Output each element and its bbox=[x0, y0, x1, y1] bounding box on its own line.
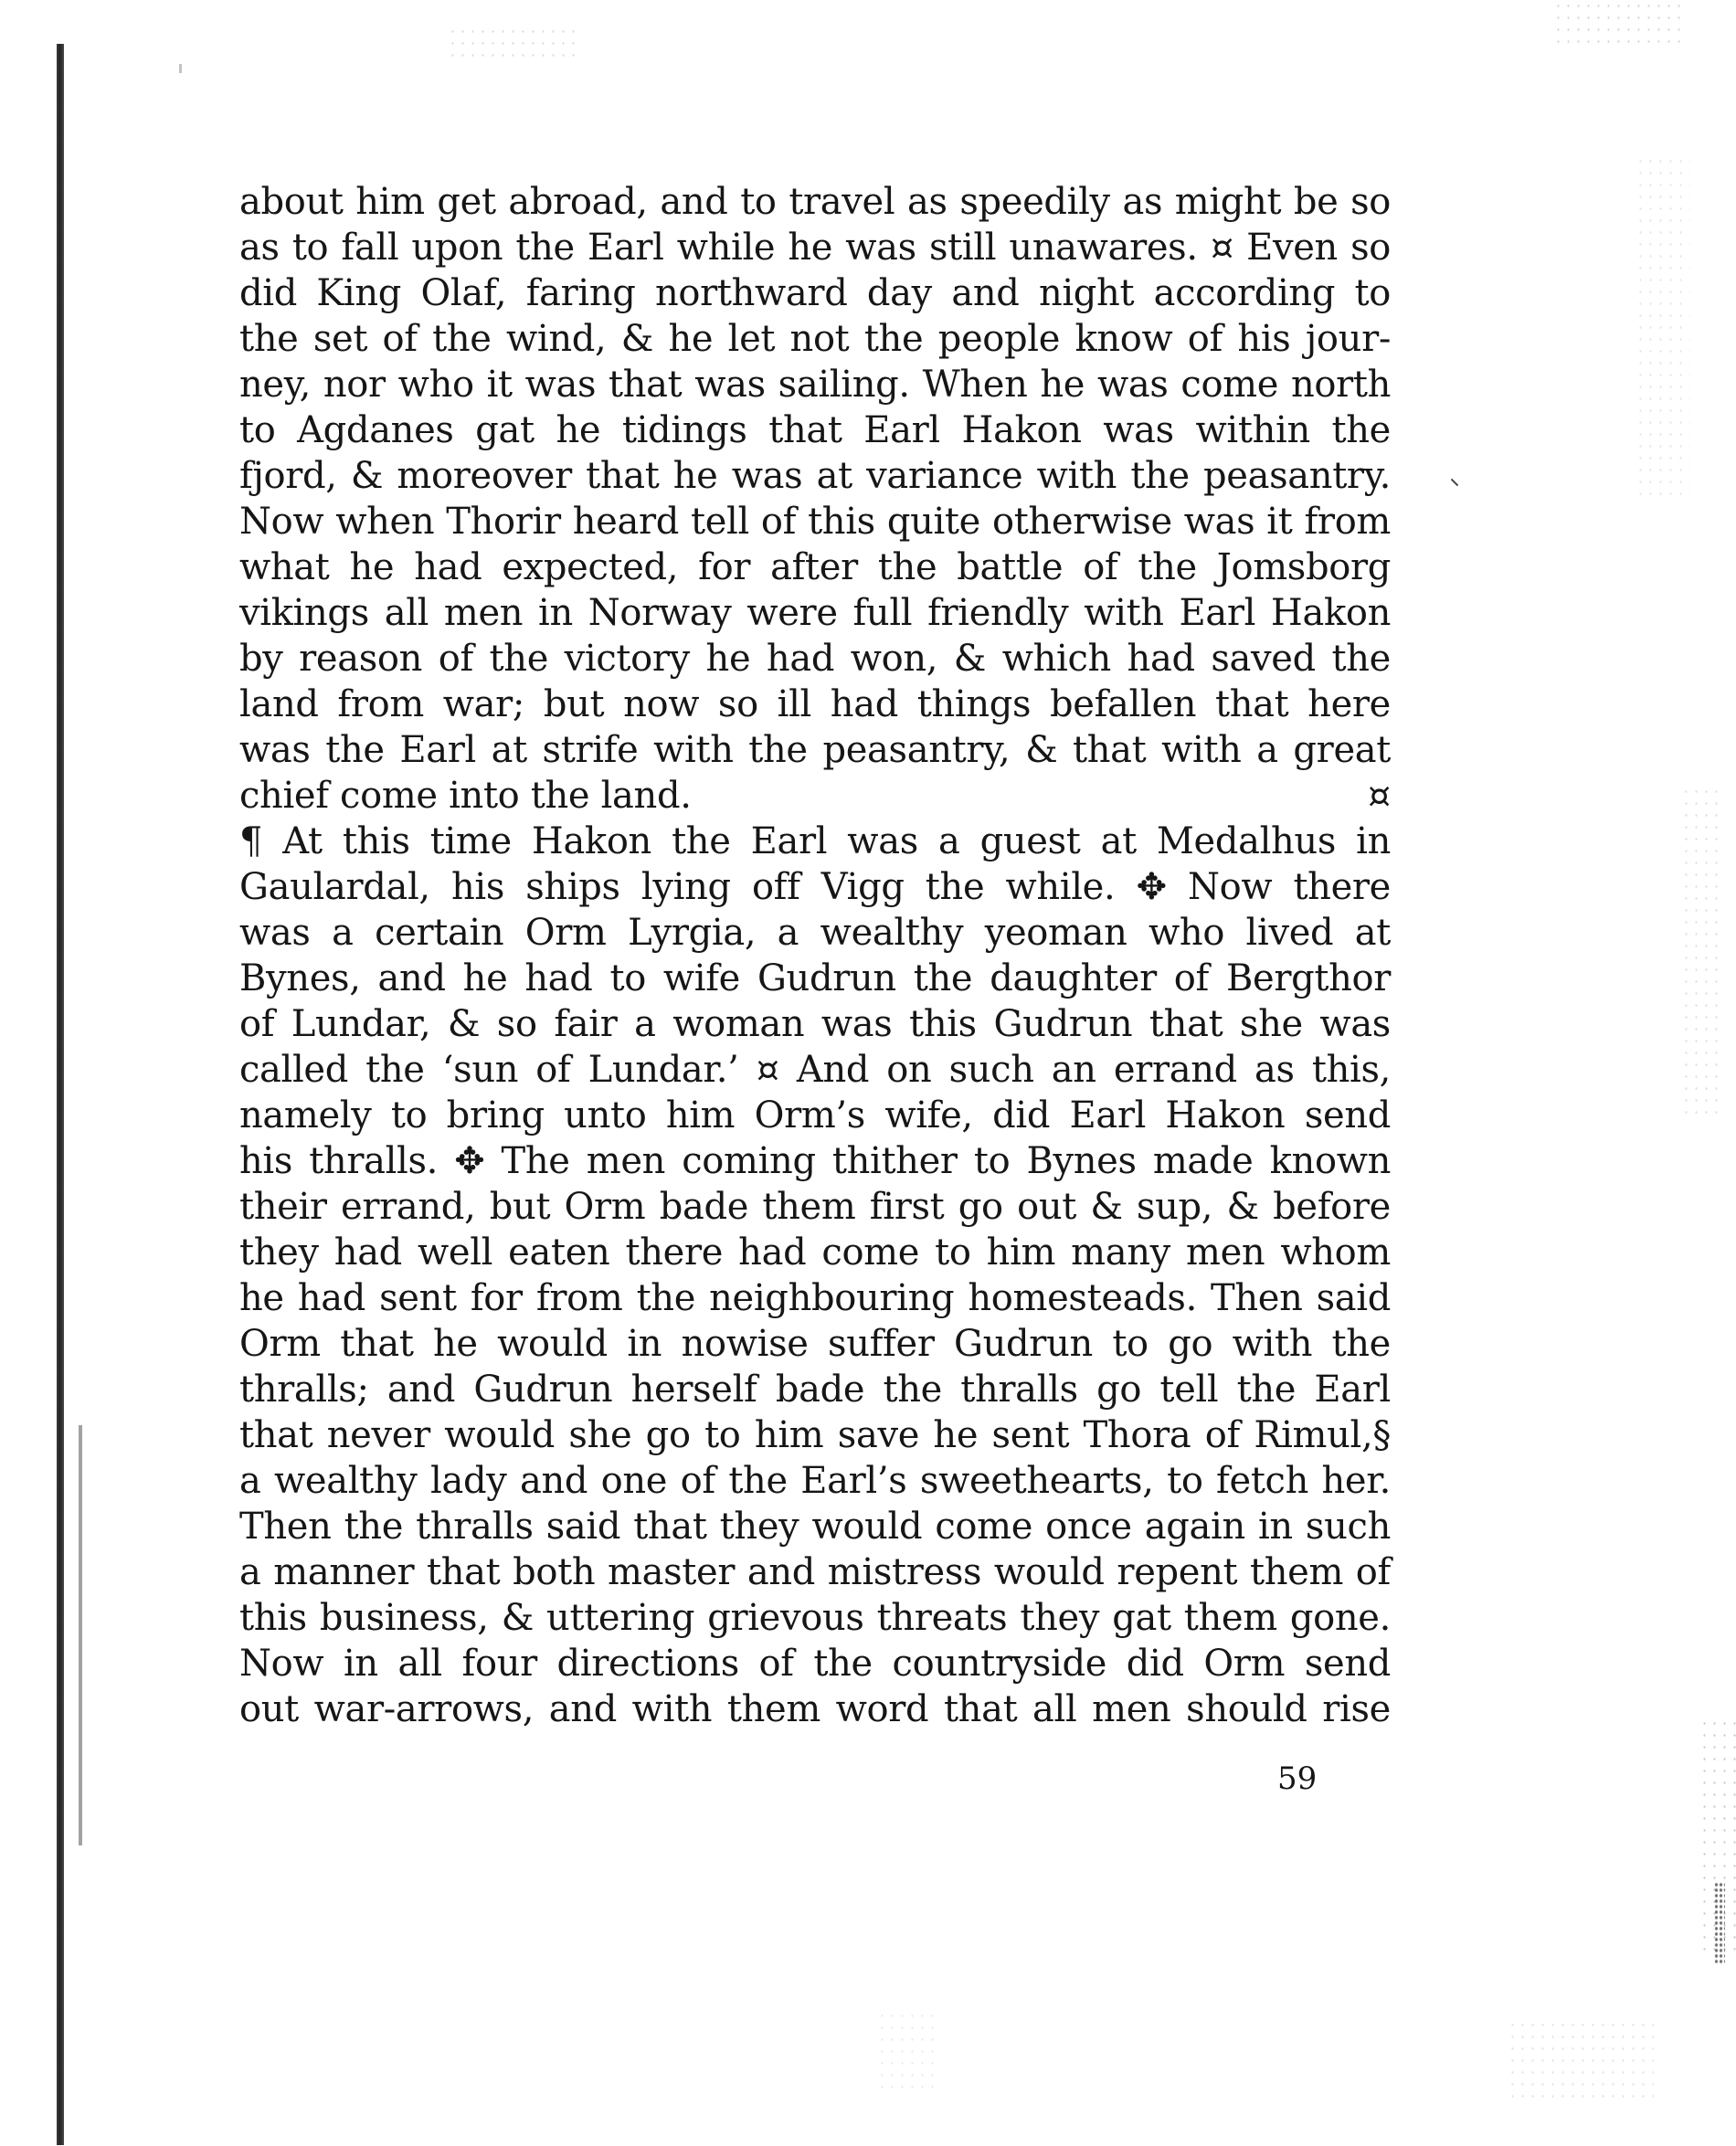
scan-dark-speckle bbox=[1714, 1882, 1725, 1964]
text-line: a manner that both master and mistress would repent them of bbox=[239, 1551, 1391, 1593]
text-line: chief come into the land. bbox=[239, 775, 692, 817]
text-line: Gaulardal, his ships lying off Vigg the while. ✥ Now there bbox=[239, 866, 1391, 908]
text-line: Orm that he would in nowise suffer Gudrun to go with the bbox=[239, 1323, 1391, 1365]
text-line: ¶ At this time Hakon the Earl was a guest at Medalhus in bbox=[239, 820, 1391, 862]
text-line: about him get abroad, and to travel as speedily as might be so bbox=[239, 181, 1391, 223]
body-text bbox=[239, 179, 1391, 1732]
text-line: what he had expected, for after the battle of the Jomsborg bbox=[239, 546, 1391, 588]
text-line: thralls; and Gudrun herself bade the thralls go tell the Earl bbox=[239, 1369, 1391, 1411]
scan-noise-bottom-right bbox=[1508, 2019, 1654, 2101]
text-line: Now in all four directions of the countryside did Orm send bbox=[239, 1643, 1391, 1685]
text-line: land from war; but now so ill had things befallen that here bbox=[239, 683, 1391, 725]
text-line: vikings all men in Norway were full friendly with Earl Hakon bbox=[239, 592, 1391, 634]
text-line: did King Olaf, faring northward day and night according to bbox=[239, 272, 1391, 314]
text-line: out war-arrows, and with them word that all men should rise bbox=[239, 1688, 1391, 1730]
text-line: was a certain Orm Lyrgia, a wealthy yeoman who lived at bbox=[239, 912, 1391, 954]
text-line: to Agdanes gat he tidings that Earl Hakon was within the bbox=[239, 409, 1391, 451]
text-line: this business, & uttering grievous threats they gat them gone. bbox=[239, 1597, 1391, 1639]
text-line: ney, nor who it was that was sailing. When he was come north bbox=[239, 364, 1391, 406]
text-line: by reason of the victory he had won, & which had saved the bbox=[239, 638, 1391, 680]
text-line: called the ‘sun of Lundar.’ ¤ And on such an errand as this, bbox=[239, 1049, 1391, 1091]
page-number: 59 bbox=[1277, 1760, 1318, 1797]
text-line: Now when Thorir heard tell of this quite otherwise was it from bbox=[239, 501, 1391, 543]
text-line: their errand, but Orm bade them first go out & sup, & before bbox=[239, 1186, 1391, 1228]
text-line: the set of the wind, & he let not the people know of his jour- bbox=[239, 318, 1391, 360]
text-line: namely to bring unto him Orm’s wife, did Earl Hakon send bbox=[239, 1094, 1391, 1136]
text-line: fjord, & moreover that he was at variance with the peasantry. bbox=[239, 455, 1391, 497]
text-line: was the Earl at strife with the peasantry, & that with a great bbox=[239, 729, 1391, 771]
text-line: of Lundar, & so fair a woman was this Gudrun that she was bbox=[239, 1003, 1391, 1045]
text-line: that never would she go to him save he sent Thora of Rimul,§ bbox=[239, 1414, 1391, 1456]
scan-noise-top bbox=[448, 26, 576, 66]
scan-noise-bottom bbox=[877, 2010, 941, 2092]
text-line: as to fall upon the Earl while he was still unawares. ¤ Even so bbox=[239, 227, 1391, 269]
scan-noise-right-middle bbox=[1681, 786, 1722, 1115]
scan-stray-mark bbox=[1451, 479, 1458, 486]
text-line: a wealthy lady and one of the Earl’s sweethearts, to fetch her. bbox=[239, 1460, 1391, 1502]
text-line: he had sent for from the neighbouring homesteads. Then said bbox=[239, 1277, 1391, 1319]
paragraph-end-line bbox=[239, 773, 1391, 819]
scan-speck bbox=[179, 64, 182, 73]
text-line: Bynes, and he had to wife Gudrun the daughter of Bergthor bbox=[239, 957, 1391, 999]
book-spine-shadow-inner bbox=[79, 1425, 82, 1845]
book-spine-shadow bbox=[57, 44, 64, 2145]
scan-noise-right-upper bbox=[1635, 155, 1690, 502]
text-line: they had well eaten there had come to him many men whom bbox=[239, 1232, 1391, 1274]
text-line: Then the thralls said that they would come once again in such bbox=[239, 1506, 1391, 1548]
text-line: his thralls. ✥ The men coming thither to Bynes made known bbox=[239, 1140, 1391, 1182]
section-end-mark: ¤ bbox=[1367, 775, 1391, 817]
scan-noise-top-right bbox=[1553, 0, 1681, 46]
